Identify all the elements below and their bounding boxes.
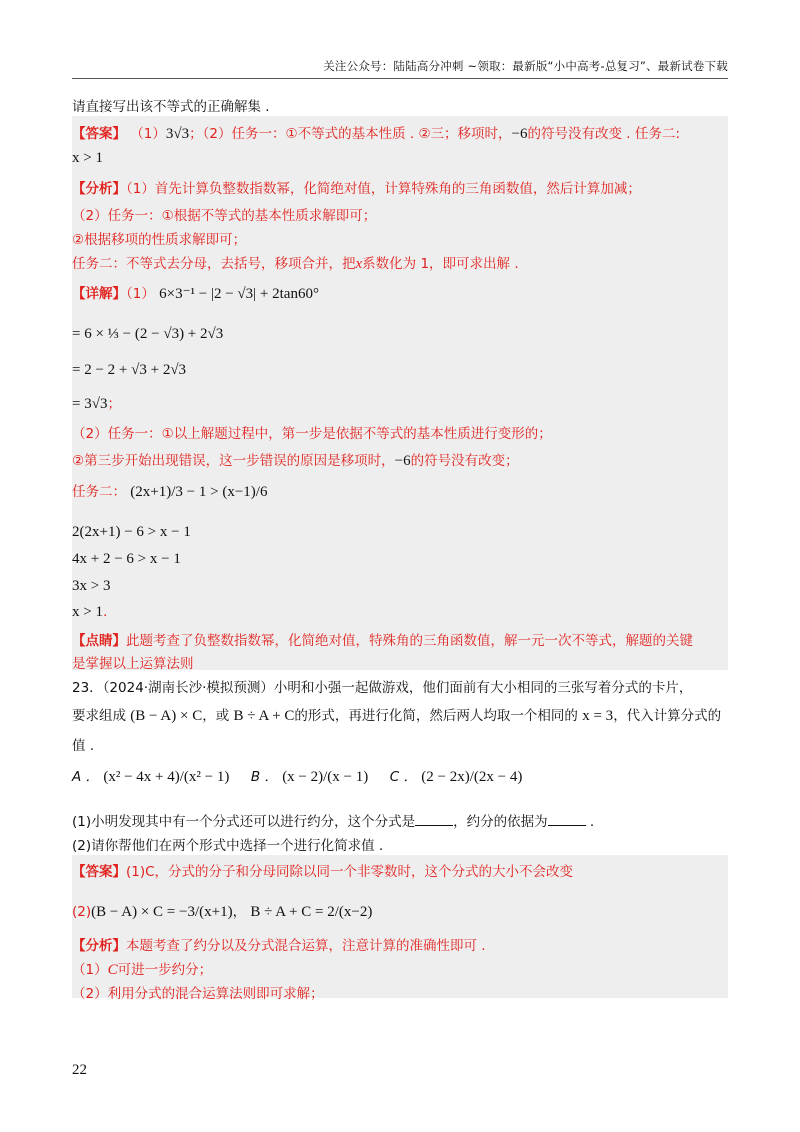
card-b: B ． (x − 2)/(x − 1) [250,769,369,785]
card-c: C ． (2 − 2x)/(2x − 4) [389,769,523,785]
q22-answer: 【答案】 （1）3√3；（2）任务一：①不等式的基本性质 . ②三；移项时，−6的符号没有改变 . 任务二: [72,126,680,142]
task2-step-4: x > 1. [72,604,108,620]
detail-step-3: = 3√3； [72,396,121,412]
answer-blank [415,813,453,826]
task2-step-1: 2(2x+1) − 6 > x − 1 [72,524,191,540]
card-a: A ． (x² − 4x + 4)/(x² − 1) [72,769,230,785]
task1-line-a: （2）任务一：①以上解题过程中，第一步是依据不等式的基本性质进行变形的； [72,426,552,442]
intro-text: 请直接写出该不等式的正确解集 . [72,99,270,115]
q23-part-1: (1)小明发现其中有一个分式还可以进行约分，这个分式是 ，约分的依据为 . [72,814,595,830]
task1-line-b: ②第三步开始出现错误，这一步错误的原因是移项时，−6的符号没有改变； [72,453,519,469]
q22-analysis-4: 任务二：不等式去分母，去括号，移项合并，把x系数化为 1，即可求出解 . [72,256,519,272]
q22-detail: 【详解】（1） 6×3⁻¹ − |2 − √3| + 2tan60° [72,286,319,302]
q23-answer-1: 【答案】(1)C，分式的分子和分母同除以同一个非零数时，这个分式的大小不会改变 [72,864,574,880]
task2-step-2: 4x + 2 − 6 > x − 1 [72,551,181,567]
task2-inequality: 任务二： (2x+1)/3 − 1 > (x−1)/6 [72,484,268,500]
q23-stem-1: 23．（2024·湖南长沙·模拟预测）小明和小强一起做游戏，他们面前有大小相同的三张写着分式的卡片， [72,680,693,696]
detail-expression: 6×3⁻¹ − |2 − √3| + 2tan60° [159,286,319,302]
q22-comment-1: 【点睛】此题考查了负整数指数幂，化简绝对值，特殊角的三角函数值，解一元一次不等式，解题的关键 [72,633,693,649]
q22-comment-2: 是掌握以上运算法则 [72,656,194,672]
q23-answer-2: (2)(B − A) × C = −3/(x+1)， B ÷ A + C = 2/(x−2) [72,904,373,920]
q22-analysis-3: ②根据移项的性质求解即可； [72,232,247,248]
header-divider [72,78,728,79]
q23-cards [72,765,522,786]
q23-stem-2: 要求组成 (B − A) × C，或 B ÷ A + C的形式，再进行化简，然后两人均取一个相同的 x = 3，代入计算分式的 [72,708,722,724]
page-header: 关注公众号：陆陆高分冲刺 ~领取：最新版“小中高考-总复习”、最新试卷下载 [323,59,728,73]
q23-analysis-3: （2）利用分式的混合运算法则即可求解； [72,986,324,1002]
answer-blank [548,813,586,826]
q23-analysis-1: 【分析】本题考查了约分以及分式混合运算，注意计算的准确性即可 . [72,938,486,954]
page-number: 22 [72,1062,87,1078]
q22-answer-task2: x > 1 [72,150,103,166]
answer-tag: 【答案】 [72,126,126,142]
task2-step-3: 3x > 3 [72,578,111,594]
q22-analysis-2: （2）任务一：①根据不等式的基本性质求解即可； [72,208,377,224]
q23-part-2: (2)请你帮他们在两个形式中选择一个进行化简求值 . [72,838,384,854]
detail-step-1: = 6 × ⅓ − (2 − √3) + 2√3 [72,326,224,342]
q23-analysis-2: （1）C可进一步约分； [72,962,213,978]
detail-step-2: = 2 − 2 + √3 + 2√3 [72,362,187,378]
q22-analysis-1: 【分析】（1）首先计算负整数指数幂，化简绝对值，计算特殊角的三角函数值，然后计算加减； [72,181,641,197]
q23-stem-3: 值 . [72,738,95,754]
q22-solution-panel [72,116,728,670]
